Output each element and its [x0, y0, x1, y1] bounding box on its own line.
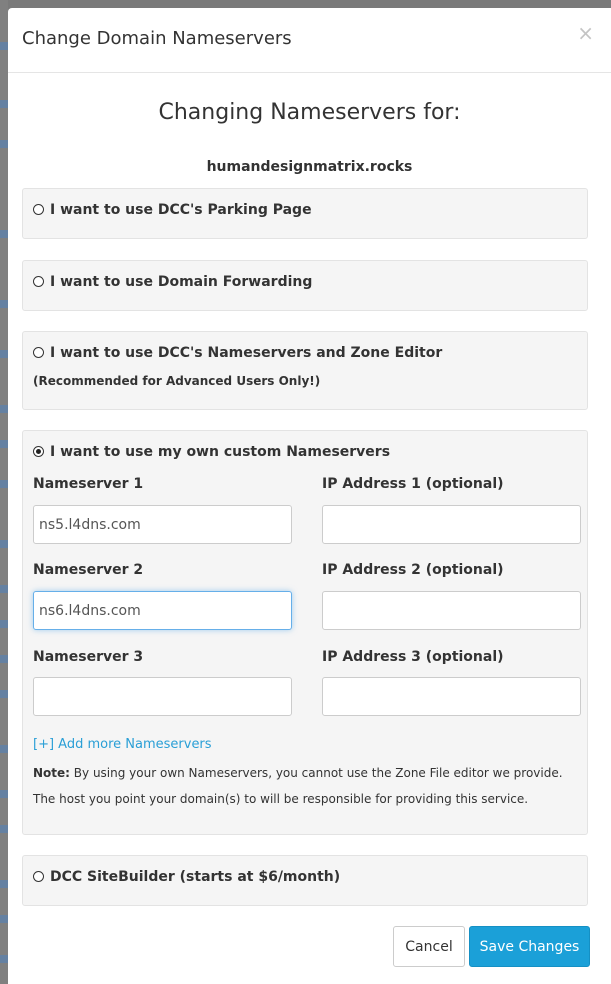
- nameserver-3-input[interactable]: [33, 677, 292, 716]
- save-changes-button[interactable]: Save Changes: [469, 926, 590, 967]
- cancel-button[interactable]: Cancel: [393, 926, 465, 967]
- option-parking-panel: [22, 188, 588, 239]
- ip-address-1-input[interactable]: [322, 505, 581, 544]
- radio-dcc-nameservers[interactable]: [33, 347, 44, 358]
- radio-parking[interactable]: [33, 204, 44, 215]
- option-parking-label[interactable]: I want to use DCC's Parking Page: [50, 202, 312, 218]
- ip-address-3-input[interactable]: [322, 677, 581, 716]
- domain-name: humandesignmatrix.rocks: [206, 159, 413, 175]
- custom-nameservers-note: [33, 760, 583, 812]
- option-sitebuilder-panel: [22, 855, 588, 906]
- ip-address-2-input[interactable]: [322, 591, 581, 630]
- nameserver-2-input[interactable]: [33, 591, 292, 630]
- ip-address-2-label: IP Address 2 (optional): [322, 562, 504, 578]
- backdrop-page-edge: [0, 0, 8, 984]
- change-nameservers-modal: [8, 8, 611, 984]
- page-heading: Changing Nameservers for:: [158, 100, 461, 125]
- radio-sitebuilder[interactable]: [33, 871, 44, 882]
- option-dcc-nameservers-panel: [22, 331, 588, 410]
- option-sitebuilder-label[interactable]: DCC SiteBuilder (starts at $6/month): [50, 869, 341, 885]
- nameserver-2-label: Nameserver 2: [33, 562, 144, 578]
- option-forwarding-label[interactable]: I want to use Domain Forwarding: [50, 274, 313, 290]
- note-text: By using your own Nameservers, you cannot use the Zone File editor we provide. The host you point your domain(s) to will be responsible for providing this service.: [33, 766, 563, 806]
- note-label: Note:: [33, 766, 70, 780]
- modal-header: [8, 8, 611, 73]
- option-custom-nameservers-label[interactable]: I want to use my own custom Nameservers: [50, 444, 391, 460]
- nameserver-1-input[interactable]: [33, 505, 292, 544]
- add-more-nameservers-link[interactable]: [+] Add more Nameservers: [33, 737, 212, 752]
- nameserver-3-label: Nameserver 3: [33, 649, 144, 665]
- radio-custom-nameservers[interactable]: [33, 446, 44, 457]
- modal-title: Change Domain Nameservers: [22, 28, 292, 49]
- option-dcc-nameservers-label[interactable]: I want to use DCC's Nameservers and Zone Editor: [50, 345, 443, 361]
- ip-address-1-label: IP Address 1 (optional): [322, 476, 504, 492]
- option-forwarding-panel: [22, 260, 588, 311]
- radio-forwarding[interactable]: [33, 276, 44, 287]
- close-icon[interactable]: ×: [577, 21, 594, 45]
- nameserver-1-label: Nameserver 1: [33, 476, 144, 492]
- option-custom-nameservers-panel: [22, 430, 588, 835]
- ip-address-3-label: IP Address 3 (optional): [322, 649, 504, 665]
- option-dcc-nameservers-sublabel: (Recommended for Advanced Users Only!): [33, 374, 321, 388]
